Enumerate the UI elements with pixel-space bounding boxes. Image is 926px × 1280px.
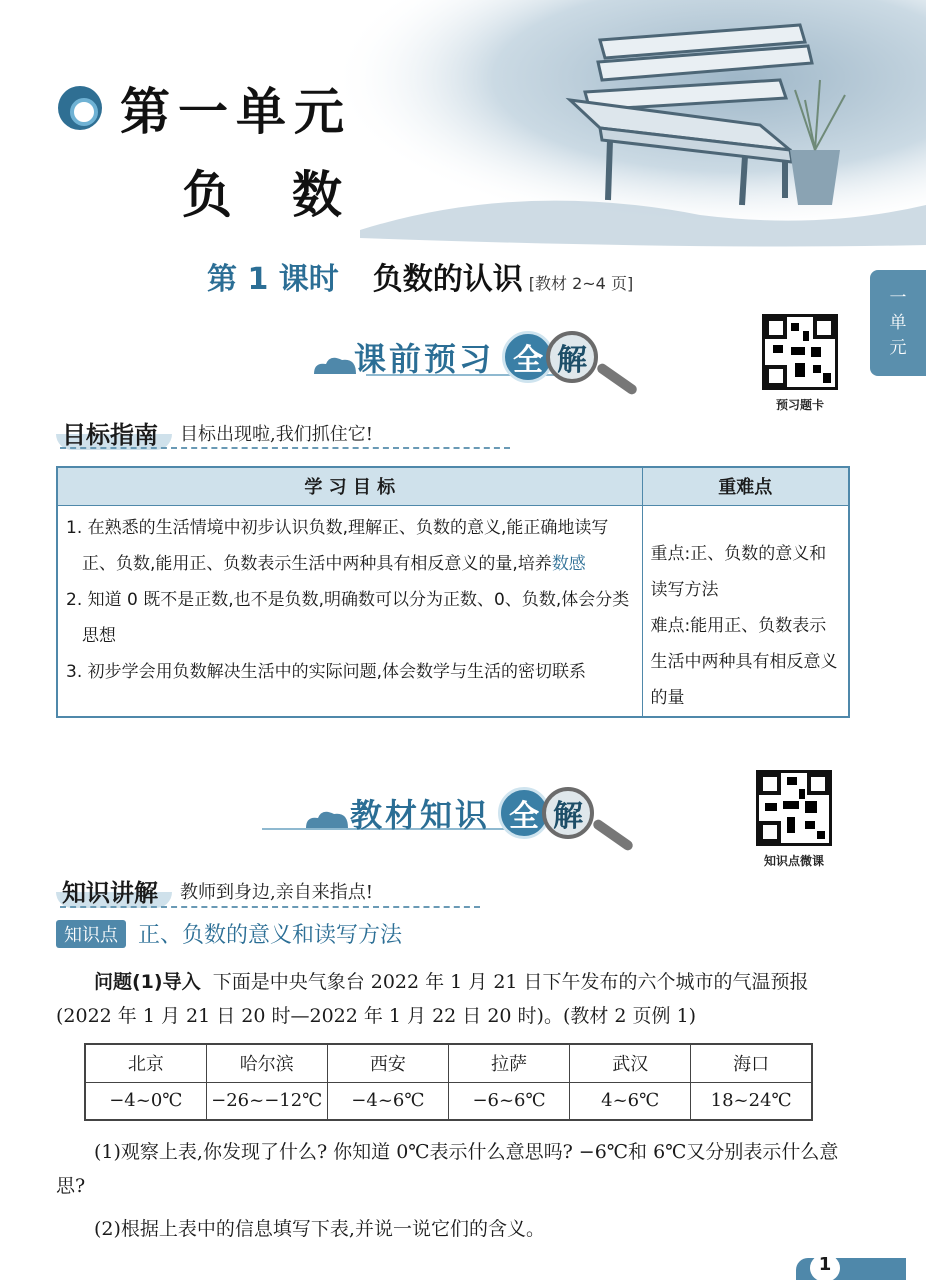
temp-cell: 18~24℃ [691,1082,812,1120]
knowledge-point-heading [56,918,402,949]
textbook-reference: [教材 2~4 页] [528,274,634,293]
qr-code-icon[interactable] [756,770,832,846]
qr-code-icon[interactable] [762,314,838,390]
dashed-underline [60,906,480,908]
side-tab-char: 一 [889,287,907,308]
banner-text: 课前预习 [354,340,495,378]
chapter-title: 负数 [182,165,402,224]
section-subtitle: 目标出现啦,我们抓住它! [180,423,373,445]
temp-cell: −6~6℃ [448,1082,569,1120]
temperature-table [84,1043,813,1121]
page-number: 1 [810,1254,840,1280]
knowledge-banner [262,778,642,848]
temp-cell: −4~0℃ [85,1082,206,1120]
goal-item: 3. 初步学会用负数解决生活中的实际问题,体会数学与生活的密切联系 [66,661,587,682]
difficult-point: 难点:能用正、负数表示生活中两种具有相反意义的量 [650,615,838,708]
question-2: (2)根据上表中的信息填写下表,并说一说它们的含义。 [94,1218,545,1240]
key-points-cell [642,505,849,717]
section-subtitle: 教师到身边,亲自来指点! [180,881,373,903]
banner-circle-full: 全 [498,787,550,839]
page-number-tab [796,1254,906,1280]
cloud-icon [310,354,360,378]
side-tab-char: 元 [889,337,907,358]
goal-section-heading [56,415,373,450]
city-cell: 北京 [85,1044,206,1082]
knowledge-section-heading [56,873,373,908]
magnifier-icon: 解 [546,331,598,383]
magnifier-handle [595,362,638,397]
dashed-underline [60,447,510,449]
magnifier-icon: 解 [542,787,594,839]
city-cell: 海口 [691,1044,812,1082]
table-header: 重难点 [642,467,849,505]
qr-label: 预习题卡 [775,398,824,412]
banner-circle-full: 全 [502,331,554,383]
section-tag: 知识讲解 [56,873,172,908]
unit-heading [58,72,352,144]
problem-text: 下面是中央气象台 2022 年 1 月 21 日下午发布的六个城市的气温预报(2022 年 1 月 21 日 20 时—2022 年 1 月 22 日 20 时)。(教材 2 页例 1) [56,971,809,1027]
city-cell: 西安 [327,1044,448,1082]
goal-item [66,510,634,582]
unit-title: 第一单元 [120,82,352,141]
knowledge-point-title: 正、负数的意义和读写方法 [138,923,403,948]
question-1: (1)观察上表,你发现了什么? 你知道 0℃表示什么意思吗? −6℃和 6℃又分别表示什么意思? [56,1141,839,1197]
problem-lead: 问题(1)导入 [94,971,201,993]
problem-paragraph [56,965,856,1033]
city-cell: 拉萨 [448,1044,569,1082]
section-tag: 目标指南 [56,415,172,450]
banner-text: 教材知识 [350,796,491,834]
unit-side-tab[interactable] [870,270,926,376]
side-tab-char: 单 [889,312,907,333]
key-point: 重点:正、负数的意义和读写方法 [650,543,827,600]
learning-goals-table [56,466,850,718]
goal-text: 1. 在熟悉的生活情境中初步认识负数,理解正、负数的意义,能正确地读写正、负数,能用正、负数表示生活中两种具有相反意义的量,培养 [66,517,609,574]
lesson-heading [207,254,633,298]
city-cell: 哈尔滨 [206,1044,327,1082]
lesson-number: 第 1 课时 [207,262,339,297]
temp-cell: −4~6℃ [327,1082,448,1120]
city-cell: 武汉 [570,1044,691,1082]
highlight-term: 数感 [551,553,586,574]
temp-cell: −26~−12℃ [206,1082,327,1120]
preview-banner [300,322,640,392]
cloud-icon [302,808,352,832]
table-header: 学 习 目 标 [57,467,642,505]
goal-item: 2. 知道 0 既不是正数,也不是负数,明确数可以分为正数、0、负数,体会分类思想 [66,589,630,646]
goals-cell [57,505,642,717]
temp-cell: 4~6℃ [570,1082,691,1120]
qr-label: 知识点微课 [763,854,824,868]
lesson-name: 负数的认识 [372,262,523,297]
knowledge-point-tag: 知识点 [56,920,126,948]
target-icon [58,86,102,130]
magnifier-handle [591,818,634,853]
